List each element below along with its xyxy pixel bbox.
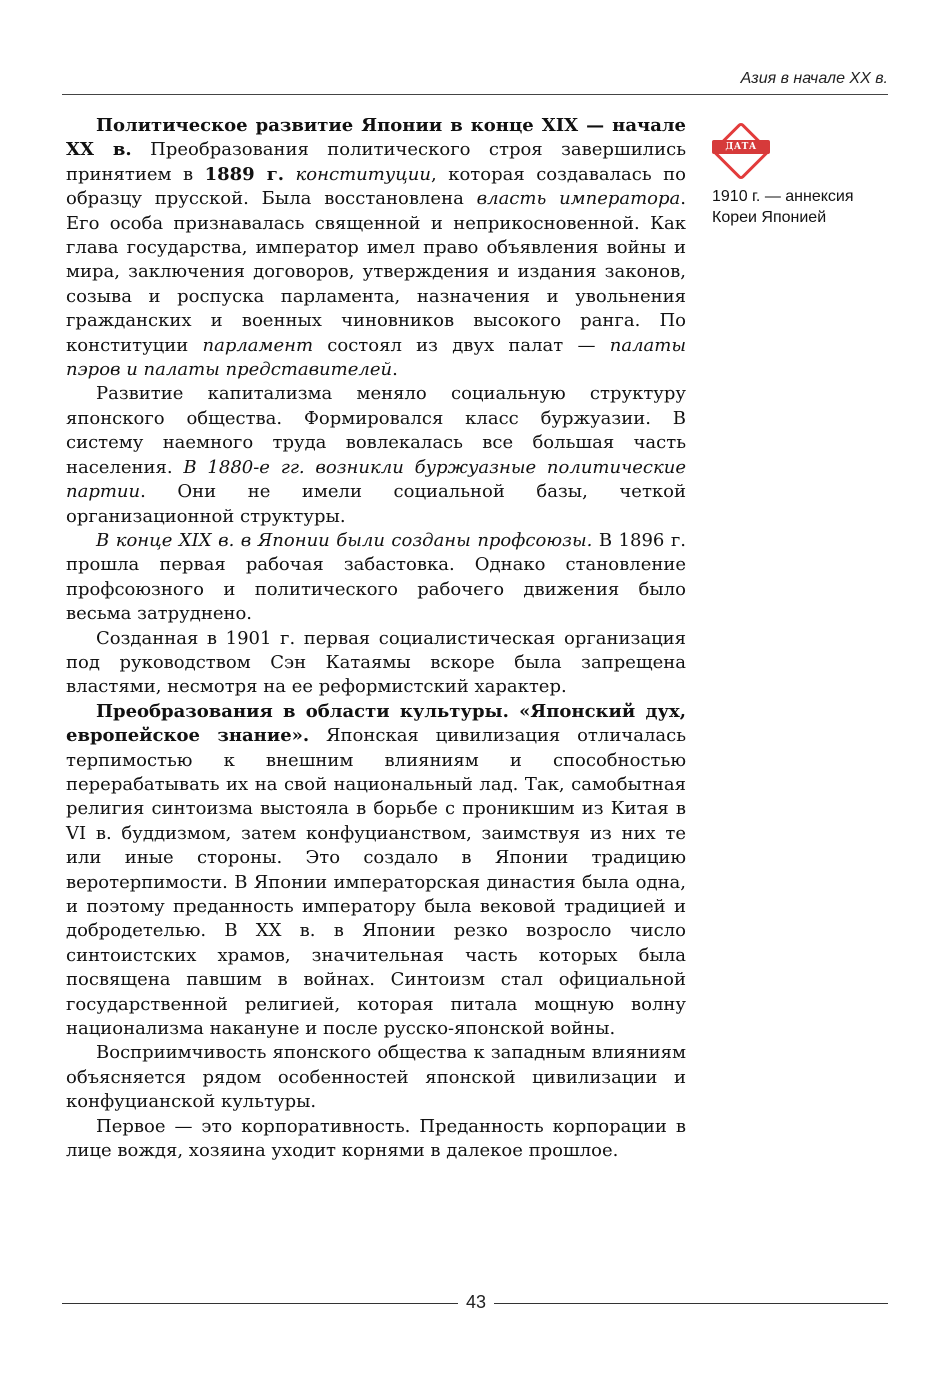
term-political-parties: В 1880-е гг. возникли буржуазные политические партии xyxy=(66,456,686,503)
section-heading-culture: Преобразования в области культуры. «Японский дух, европейское знание». xyxy=(66,700,686,747)
paragraph-politics-1 xyxy=(66,114,686,382)
term-parliament: парламент xyxy=(202,334,314,356)
text-run: Преобразования политического строя завершились принятием в xyxy=(66,139,686,185)
paragraph-politics-2 xyxy=(66,382,686,528)
paragraph-politics-3 xyxy=(66,529,686,627)
main-text-column xyxy=(66,114,686,1163)
text-run: Развитие капитализма меняло социальную структуру японского общества. Формировался класс буржуазии. В систему наемного труда вовлекалась все большая часть населения. xyxy=(66,383,686,478)
text-run: В 1896 г. прошла первая рабочая забастовка. Однако становление профсоюзного и политического рабочего движения было весьма затруднено. xyxy=(66,529,686,625)
text-run: . Они не имели социальной базы, четкой организационной структуры. xyxy=(66,481,686,527)
text-run: , которая создавалась по образцу прусской. Была восстановлена xyxy=(66,163,686,210)
paragraph-culture-2: Восприимчивость японского общества к западным влияниям объясняется рядом особенностей японской цивилизации и конфуцианской культуры. xyxy=(66,1042,686,1113)
footer-divider-left xyxy=(62,1303,458,1304)
text-run: . xyxy=(392,359,398,381)
running-title: Азия в начале XX в. xyxy=(740,70,888,87)
paragraph-culture-3: Первое — это корпоративность. Преданность корпорации в лице вождя, хозяина уходит корнями в далекое прошлое. xyxy=(66,1115,686,1162)
term-emperor-power: власть императора xyxy=(476,188,681,210)
term-constitution: конституции xyxy=(295,163,431,185)
text-run: Японская цивилизация отличалась терпимостью к внешним влияниям и способностью перерабатывать их на свой национальный лад. Так, самобытная религия синтоизма выстояла в борьбе с проникшим из Китая в VI в. буддизмом, затем конфуцианством, заимствуя из них те или иные стороны. Это создало в Японии традицию веротерпимости. В Японии императорская династия была одна, и поэтому преданность императору была вековой традицией и добродетелью. В XX в. в Японии резко возросло число синтоистских храмов, значительная часть которых была посвящена павшим в войнах. Синтоизм стал официальной государственной религией, которая питала мощную волну национализма накануне и после русско-японской войны. xyxy=(66,725,686,1040)
year-1889: 1889 г. xyxy=(204,163,285,185)
text-run xyxy=(284,164,296,185)
text-run: . Его особа признавалась священной и неприкосновенной. Как глава государства, император имел право объявления войны и мира, заключения договоров, утверждения и издания законов, созыва и роспуска парламента, назначения и увольнения гражданских и военных чиновников высокого ранга. По конституции xyxy=(66,188,686,356)
section-heading-politics: Политическое развитие Японии в конце XIX — начале XX в. xyxy=(66,115,686,161)
date-note: 1910 г. — аннексия Кореи Японией xyxy=(712,188,854,226)
paragraph-politics-4: Созданная в 1901 г. первая социалистическая организация под руководством Сэн Катаямы вскоре была запрещена властями, несмотря на ее реформистский характер. xyxy=(66,627,686,698)
date-sidebar xyxy=(712,122,902,228)
text-run: состоял из двух палат — xyxy=(313,334,610,356)
term-chambers: палаты пэров и палаты представителей xyxy=(66,334,686,381)
date-icon xyxy=(712,122,766,176)
header-divider xyxy=(62,94,888,95)
term-trade-unions: В конце XIX в. в Японии были созданы профсоюзы. xyxy=(96,529,593,551)
footer-divider-right xyxy=(494,1303,888,1304)
date-badge-label: ДАТА xyxy=(712,140,770,154)
page-number: 43 xyxy=(465,1292,487,1312)
paragraph-culture-1 xyxy=(66,700,686,1042)
